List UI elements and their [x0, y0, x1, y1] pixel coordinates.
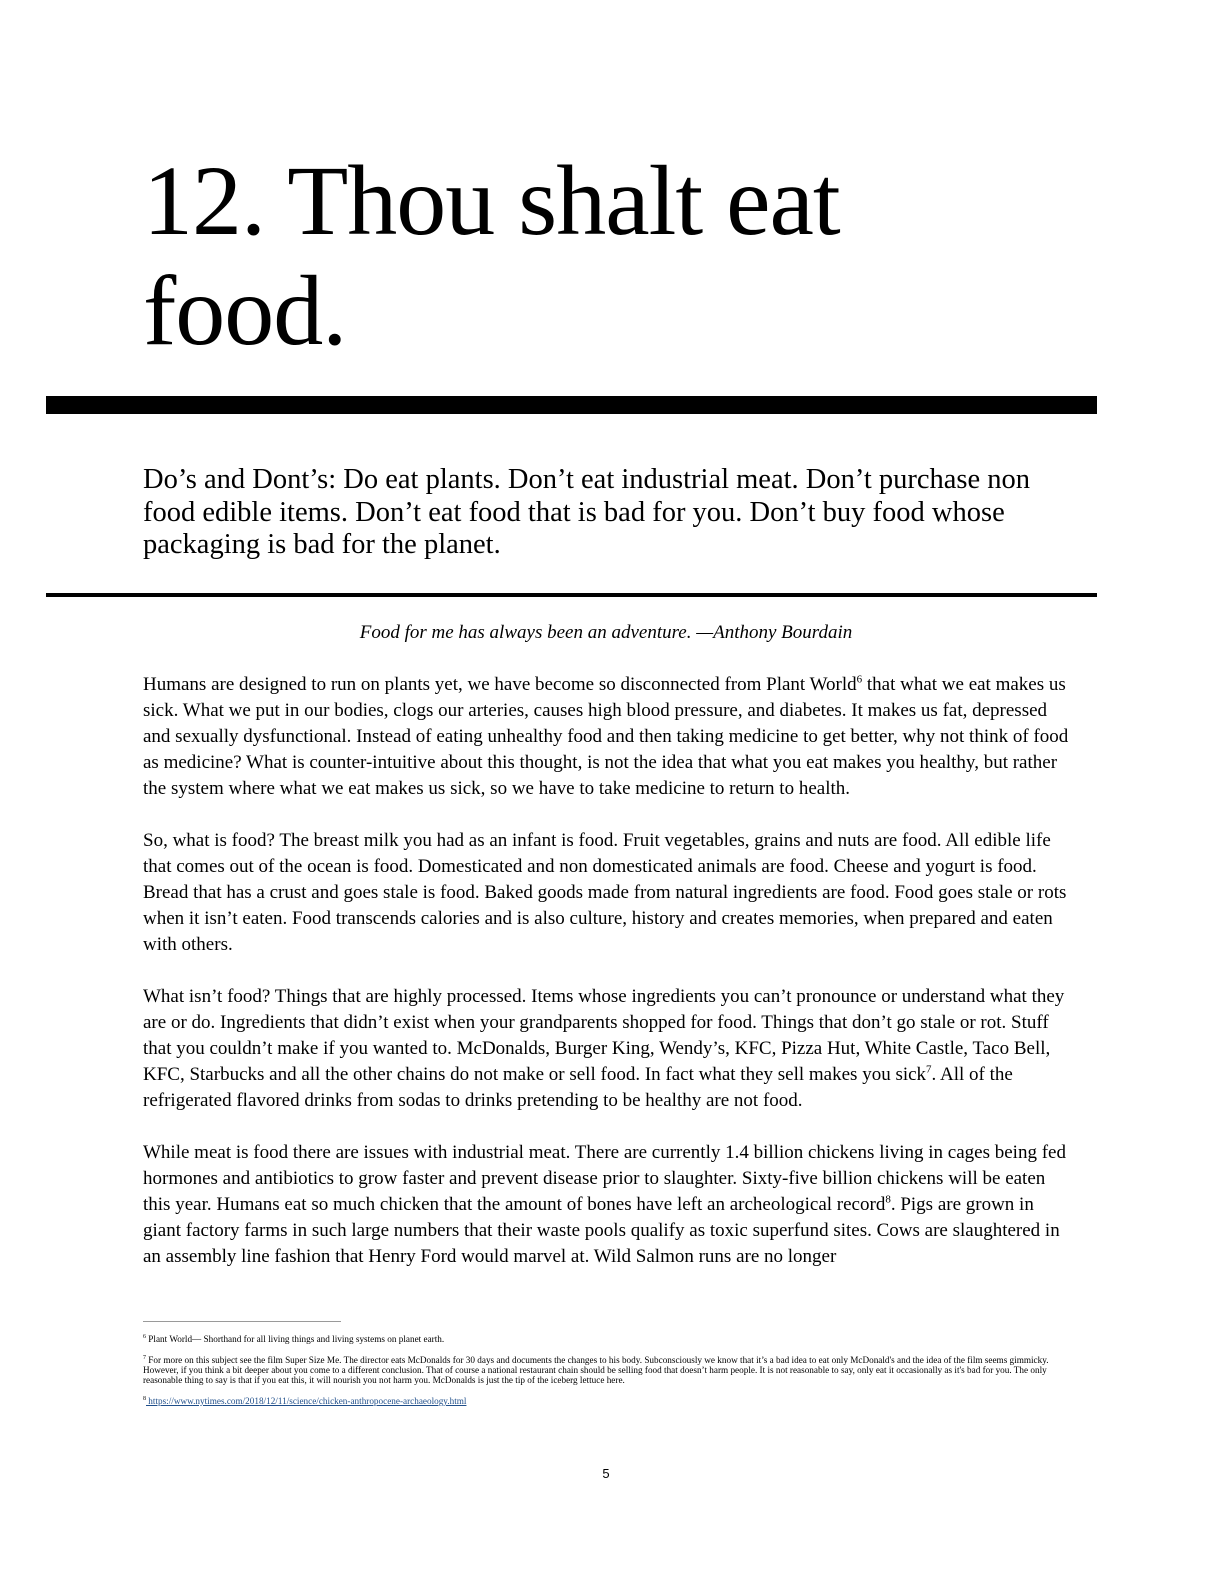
paragraph-3: What isn’t food? Things that are highly processed. Items whose ingredients you can’t pronounce or understand what they are or do. Ingredients that didn’t exist when your grandparents shopped for food. Things that don’t go stale or rot. Stuff that you couldn’t make if you wanted to. McDonalds, Burger King, Wendy’s, KFC, Pizza Hut, White Castle, Taco Bell, KFC, Starbucks and all the other chains do not make or sell food. In fact what they sell makes you sick$^7$. All of the refrigerated flavored drinks from sodas to drinks pretending to be healthy are not food. — [143, 986, 1065, 1111]
paragraph-2: So, what is food? The breast milk you had as an infant is food. Fruit vegetables, grains and nuts are food. All edible life that comes out of the ocean is food. Domesticated and non domesticated animals are food. Cheese and yogurt is food. Bread that has a crust and goes stale is food. Baked goods made from natural ingredients are food. Food goes stale or rots when it isn’t eaten. Food transcends calories and is also culture, history and creates memories, when prepared and eaten with others. — [143, 830, 1067, 955]
footnote-7: $^7$ For more on this subject see the film Super Size Me. The director eats McDonalds for 30 days and documents the changes to his body. Subconsciously we know that it’s a bad idea to eat only McDonald's and the idea of the film seems gimmicky. However, if you think a bit deeper about you come to a different conclusion. That of course a national restaurant chain should be selling food that doesn’t harm people. It is not reasonable to say, only eat it occasionally as it's bad for you. The only reasonable thing to say is that if you eat this, it will nourish you not harm you. McDonalds is just the tip of the iceberg lettuce here. — [143, 1354, 1049, 1385]
footnote-ref-6[interactable]: 6 — [856, 673, 863, 686]
chapter-title: 12. Thou shalt eat food. — [143, 145, 840, 366]
paragraph-4: While meat is food there are issues with industrial meat. There are currently 1.4 billion chickens living in cages being fed hormones and antibiotics to grow faster and prevent disease prior to slaughter. Sixty-five billion chickens will be eaten this year. Humans eat so much chicken that the amount of bones have left an archeological record$^8$. Pigs are grown in giant factory farms in such large numbers that their waste pools qualify as toxic superfund sites. Cows are slaughtered in an assembly line fashion that Henry Ford would marvel at. Wild Salmon runs are no longer — [143, 1142, 1066, 1267]
page-number: 5 — [602, 1466, 610, 1481]
footnote-8-link[interactable]: https://www.nytimes.com/2018/12/11/science/chicken-anthropocene-archaeology.html — [146, 1396, 467, 1406]
footnote-6: $^6$ Plant World— Shorthand for all living things and living systems on planet earth. — [143, 1333, 445, 1344]
title-divider — [46, 396, 1097, 414]
epigraph-quote: Food for me has always been an adventure. —Anthony Bourdain — [359, 622, 853, 643]
paragraph-1: Humans are designed to run on plants yet, we have become so disconnected from Plant World$^6$ that what we eat makes us sick. What we put in our bodies, clogs our arteries, causes high blood pressure, and diabetes. It makes us fat, depressed and sexually dysfunctional. Instead of eating unhealthy food and then taking medicine to get better, why not think of food as medicine? What is counter-intuitive about this thought, is not the idea that what you eat makes you healthy, but rather the system where what we eat makes us sick, so we have to take medicine to return to health. — [143, 673, 1069, 799]
footnote-separator — [143, 1321, 341, 1322]
footnote-ref-8[interactable]: 8 — [885, 1193, 891, 1206]
dos-and-donts-summary: Do’s and Dont’s: Do eat plants. Don’t eat industrial meat. Don’t purchase non food edible items. Don’t eat food that is bad for you. Don’t buy food whose packaging is bad for the planet. — [143, 464, 1031, 560]
footnote-8: $^8$ https://www.nytimes.com/2018/12/11/science/chicken-anthropocene-archaeology.html — [143, 1395, 467, 1406]
footnotes — [143, 1334, 1053, 1417]
section-divider — [46, 593, 1097, 597]
body-text — [143, 672, 1075, 1296]
footnote-ref-7[interactable]: 7 — [926, 1063, 932, 1076]
